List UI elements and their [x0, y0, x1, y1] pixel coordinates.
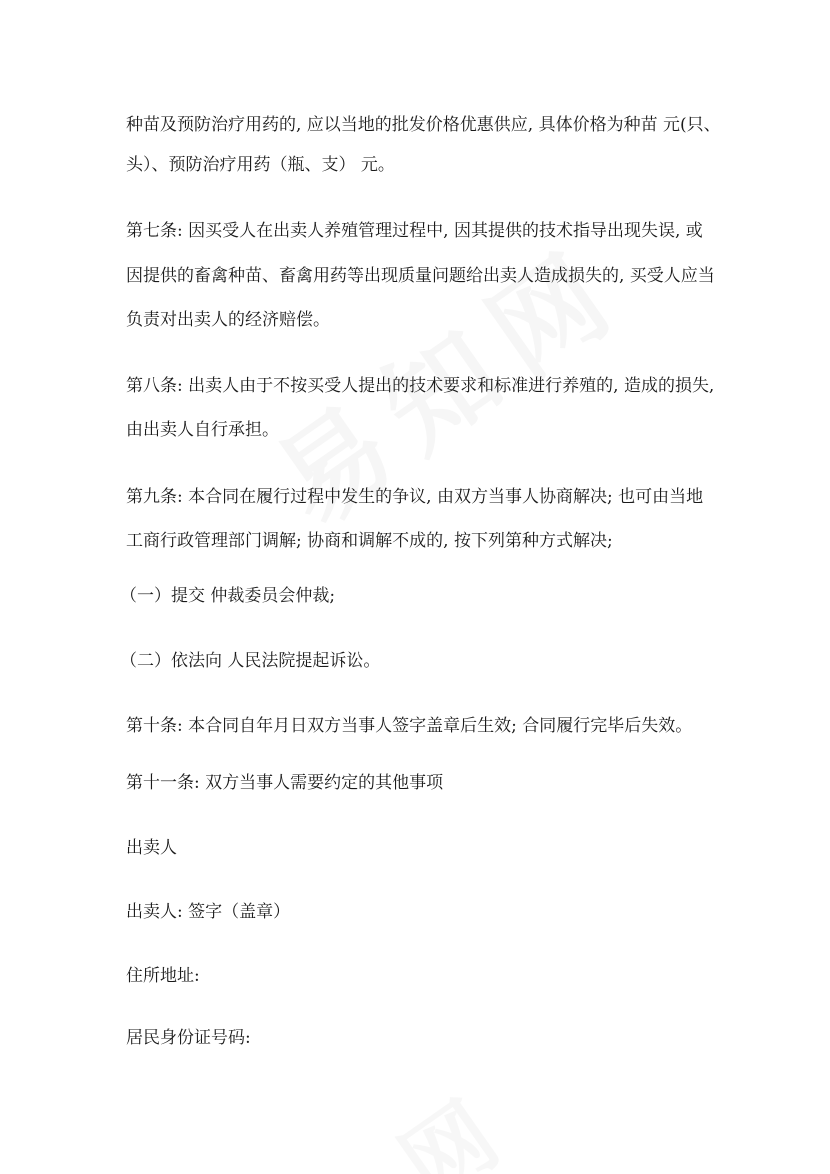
article-9-line: 工商行政管理部门调解; 协商和调解不成的, 按下列第种方式解决; — [126, 531, 613, 551]
article-11-line: 第十一条: 双方当事人需要约定的其他事项 — [126, 773, 444, 793]
seller-signature-line: 出卖人: 签字（盖章） — [126, 902, 291, 922]
article-9-line: 第九条: 本合同在履行过程中发生的争议, 由双方当事人协商解决; 也可由当地 — [126, 487, 704, 507]
watermark-bottom — [371, 1066, 519, 1174]
article-10-line: 第十条: 本合同自年月日双方当事人签字盖章后生效; 合同履行完毕后失效。 — [126, 716, 693, 736]
article-7-line: 因提供的畜禽种苗、畜禽用药等出现质量问题给出卖人造成损失的, 买受人应当 — [126, 266, 715, 286]
article-8-line: 第八条: 出卖人由于不按买受人提出的技术要求和标准进行养殖的, 造成的损失, — [126, 376, 715, 396]
option-1-line: （一）提交 仲裁委员会仲裁; — [120, 586, 336, 606]
article-7-line: 负责对出卖人的经济赔偿。 — [126, 310, 330, 330]
article-7-line: 第七条: 因买受人在出卖人养殖管理过程中, 因其提供的技术指导出现失误, 或 — [126, 221, 703, 241]
id-number-line: 居民身份证号码: — [126, 1028, 251, 1048]
article-8-line: 由出卖人自行承担。 — [126, 420, 279, 440]
paragraph-line: 种苗及预防治疗用药的, 应以当地的批发价格优惠供应, 具体价格为种苗 元(只、 — [126, 115, 721, 135]
address-line: 住所地址: — [126, 966, 200, 986]
paragraph-line: 头）、预防治疗用药（瓶、支） 元。 — [126, 155, 395, 175]
option-2-line: （二）依法向 人民法院提起诉讼。 — [120, 651, 381, 671]
seller-heading: 出卖人 — [126, 838, 177, 858]
